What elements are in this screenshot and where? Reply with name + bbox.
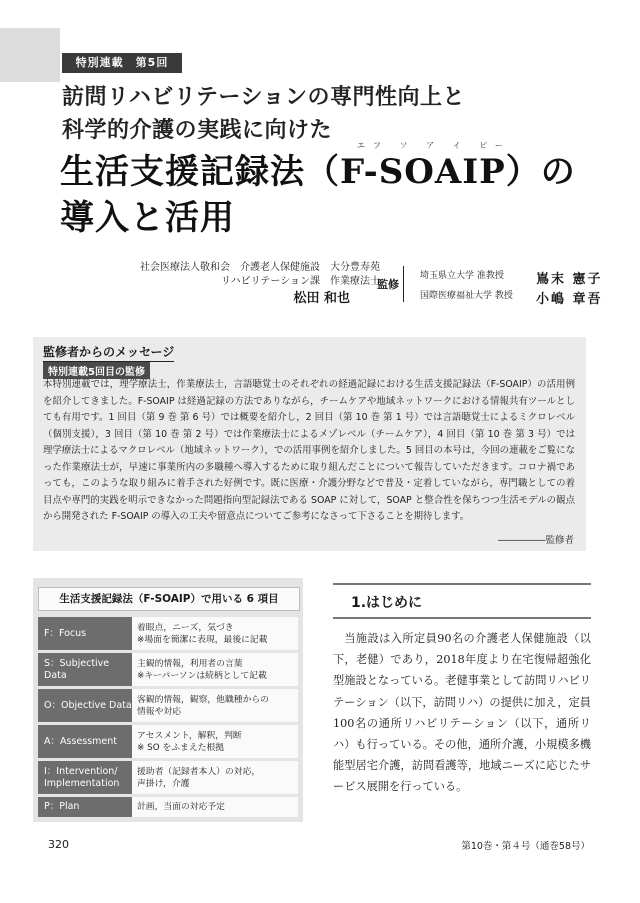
title-ruby: エフ ソ ア イ ピー — [357, 141, 511, 150]
table-row — [38, 725, 298, 758]
desc-line: 情報や対応 — [137, 706, 181, 717]
supervisor-affiliation: 国際医療福祉大学 教授 — [420, 291, 513, 301]
message-body: 本特別連載では，理学療法士，作業療法士，言語聴覚士のそれぞれの経過記録における生活支援記録法（F-SOAIP）の活用例を紹介してきました。F-SOAIP は経過記録の方法でありながら，チームケアや地域ネットワークにおける情報共有ツールとしても有用です。1 回目（第 9 巻 第 6 号）では概要を紹介し，2 回目（第 10 巻 第 1 号）では言語聴覚士によるミクロレベル（個別支援），3 回目（第 10 巻 第 2 号）では作業療法士によるメゾレベル（チームケア），4 回目（第 10 巻 第 3 号）では理学療法士によるマクロレベル（地域ネットワーク），での活用事例を紹介しました。5 回目の本号は，今回の連載をご覧になった作業療法士が，早速に事業所内の多職種へ導入するために取り組んだことについて報告していただきます。コロナ禍であっても，このような取り組みに着手された好例です。既に医療・介護分野などで普及・定着していながら，専門職としての着目点や専門的実践を明示できなかった問題指向型記録法である SOAP に対して，SOAP と整合性を保ちつつ生活モデルの観点から開発された F-SOAIP の導入の工夫や留意点についてご参考になさって下さることを期待します。 — [43, 379, 575, 522]
supervisor-name: 小嶋 章吾 — [536, 292, 603, 307]
table-row-desc — [132, 725, 298, 758]
table-row — [38, 617, 298, 650]
desc-line: アセスメント，解釈，判断 — [137, 730, 242, 741]
page-number: 320 — [48, 838, 69, 851]
author-name: 松田 和也 — [293, 291, 350, 306]
table-row-label: F：Focus — [38, 617, 132, 650]
desc-line: 客観的情報，観察，他職種からの — [137, 694, 269, 705]
supervisor-label: 監修 — [377, 278, 399, 291]
table-row-label: A：Assessment — [38, 725, 132, 758]
desc-line: 着眼点，ニーズ，気づき — [137, 622, 234, 633]
table-row-desc — [132, 689, 298, 722]
issue-info: 第10巻・第４号（通巻58号） — [461, 841, 590, 852]
section-body: 当施設は入所定員90名の介護老人保健施設（以下，老健）であり，2018年度より在宅復帰超強化型施設となっている。老健事業として訪問リハビリテーション（以下，訪問リハ）の提供に加え，定員100名の通所リハビリテーション（以下，通所リハ）も行っている。その他，通所介護，小規模多機能型居宅介護，訪問看護等，地域ニーズに応じたサービス展開を行っている。 — [333, 632, 591, 794]
deck-line-2: 科学的介護の実践に向けた — [62, 117, 333, 143]
desc-line: 援助者（記録者本人）の対応， — [137, 766, 261, 777]
table-row — [38, 689, 298, 722]
section-heading: 1.はじめに — [333, 583, 591, 619]
title-line-2: 導入と活用 — [60, 198, 235, 238]
table-row — [38, 761, 298, 794]
desc-line: ※場面を簡潔に表現，最後に記載 — [137, 634, 268, 645]
table-row-label: O：Objective Data — [38, 689, 132, 722]
supervisor-name: 嶌末 憲子 — [536, 272, 603, 287]
table-row-label: S：Subjective Data — [38, 653, 132, 686]
title-line-1: 生活支援記録法（F-SOAIP）の — [60, 152, 576, 192]
soaip-table-title: 生活支援記録法（F-SOAIP）で用いる 6 項目 — [38, 587, 300, 611]
message-heading: 監修者からのメッセージ — [43, 343, 174, 362]
table-row-desc — [132, 617, 298, 650]
table-row-desc — [132, 653, 298, 686]
desc-line: ※ SO をふまえた根拠 — [137, 742, 225, 753]
author-affiliation-1: 社会医療法人敬和会 介護老人保健施設 大分豊寿苑 — [140, 262, 380, 273]
deck-line-1: 訪問リハビリテーションの専門性向上と — [62, 84, 466, 110]
table-row-desc — [132, 761, 298, 794]
table-row — [38, 797, 298, 817]
table-row-label: P：Plan — [38, 797, 132, 817]
supervisor-affiliation: 埼玉県立大学 准教授 — [420, 271, 504, 281]
desc-line: 声掛け，介護 — [137, 778, 190, 789]
supervisor-divider — [403, 266, 404, 302]
table-row-label: I：Intervention/ Implementation — [38, 761, 132, 794]
table-row-desc — [132, 797, 298, 817]
author-affiliation-2: リハビリテーション課 作業療法士 — [220, 276, 380, 287]
header-tab-decoration — [0, 28, 60, 82]
message-subheading: 特別連載5回目の監修 — [43, 362, 150, 379]
desc-line: 計画，当面の対応予定 — [137, 802, 225, 812]
table-row — [38, 653, 298, 686]
desc-line: ※キーパーソンは続柄として記載 — [137, 670, 267, 681]
desc-line: 主観的情報，利用者の言葉 — [137, 658, 243, 669]
message-signature: ―――――監修者 — [497, 535, 574, 546]
series-badge: 特別連載 第5回 — [62, 53, 182, 73]
